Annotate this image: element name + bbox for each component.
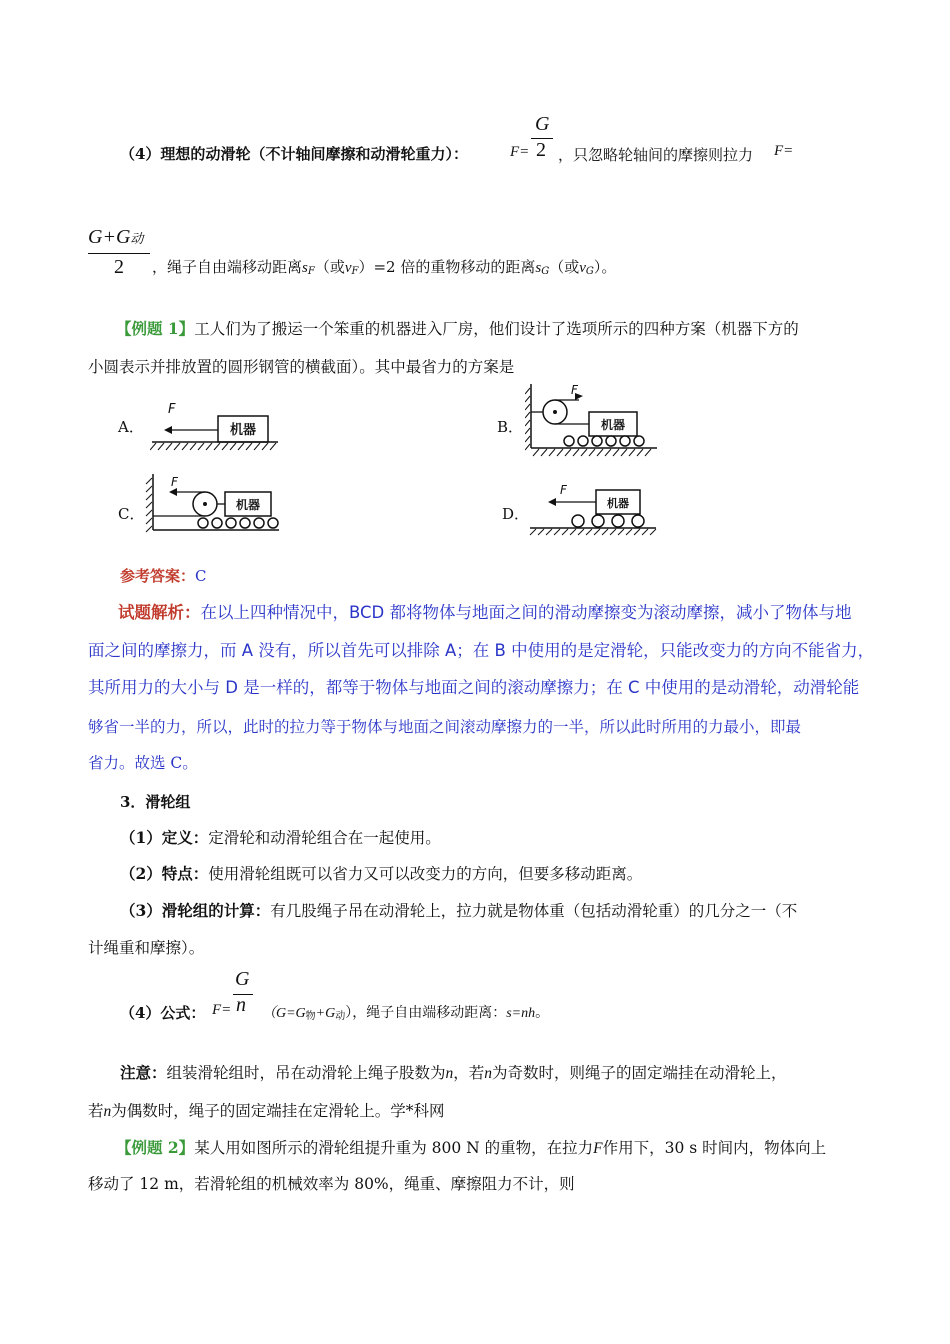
p4-f-prefix: F= bbox=[510, 144, 530, 160]
sec3-p3-cont: 计绳重和摩擦）。 bbox=[88, 939, 205, 957]
p4-f2: F= bbox=[774, 143, 794, 159]
note-line2: 若n为偶数时，绳子的固定端挂在定滑轮上。学*科网 bbox=[88, 1102, 445, 1120]
analysis-line4: 够省一半的力，所以，此时的拉力等于物体与地面之间滚动摩擦力的一半，所以此时所用的力最小，即最 bbox=[88, 718, 802, 736]
option-c-label[interactable]: C． bbox=[118, 505, 145, 523]
ex2-line1: 【例题 2】某人用如图所示的滑轮组提升重为 800 N 的重物，在拉力F作用下，30 s 时间内，物体向上 bbox=[116, 1138, 827, 1157]
sec3-p4-f: F= bbox=[212, 1002, 232, 1018]
sec3-p4-label: （4）公式： bbox=[120, 1004, 206, 1022]
option-a-force-label: F bbox=[168, 402, 176, 417]
option-c-machine-label: 机器 bbox=[235, 498, 261, 512]
ex2-line2: 移动了 12 m，若滑轮组的机械效率为 80%，绳重、摩擦阻力不计，则 bbox=[88, 1175, 575, 1193]
option-b-label[interactable]: B． bbox=[497, 418, 524, 436]
analysis-line1: 试题解析：在以上四种情况中，BCD 都将物体与地面之间的滑动摩擦变为滚动摩擦，减小了物体与地 bbox=[118, 603, 852, 622]
sec3-title: 3．滑轮组 bbox=[120, 793, 191, 811]
option-b-figure bbox=[525, 382, 660, 458]
option-b-machine-label: 机器 bbox=[600, 418, 626, 432]
option-d-label[interactable]: D． bbox=[502, 505, 530, 523]
p4-frac1-den: 2 bbox=[536, 139, 546, 161]
sec3-p2: （2）特点：使用滑轮组既可以省力又可以改变力的方向，但要多移动距离。 bbox=[120, 864, 643, 883]
sec3-p4-rest: $(G=G_物+G_动)$，绳子自由端移动距离：s=nh。 bbox=[262, 1005, 550, 1022]
option-d-force-label: F bbox=[560, 483, 567, 497]
option-b-force-label: F bbox=[571, 383, 578, 397]
option-c-figure bbox=[145, 472, 280, 536]
option-a-figure bbox=[150, 398, 282, 453]
p4-label: （4）理想的动滑轮（不计轴间摩擦和动滑轮重力）： bbox=[120, 145, 468, 163]
option-a-machine-label: 机器 bbox=[229, 423, 257, 438]
option-c-force-label: F bbox=[171, 475, 178, 489]
p4-frac2-num: G+G动 bbox=[88, 226, 144, 248]
analysis-line5: 省力。故选 C。 bbox=[88, 754, 198, 772]
answer-line: 参考答案：C bbox=[120, 567, 207, 585]
ex1-line1: 【例题 1】工人们为了搬运一个笨重的机器进入厂房，他们设计了选项所示的四种方案（机器下方的 bbox=[116, 319, 799, 338]
option-d-machine-label: 机器 bbox=[607, 497, 629, 510]
sec3-p3: （3）滑轮组的计算：有几股绳子吊在动滑轮上，拉力就是物体重（包括动滑轮重）的几分之一（不 bbox=[120, 901, 798, 920]
p4-frac2-den: 2 bbox=[114, 256, 124, 278]
note-line1: 注意：组装滑轮组时，吊在动滑轮上绳子股数为n，若n为奇数时，则绳子的固定端挂在动滑轮上， bbox=[120, 1063, 787, 1082]
analysis-line2: 面之间的摩擦力，而 A 没有，所以首先可以排除 A；在 B 中使用的是定滑轮，只能改变力的方向不能省力， bbox=[88, 641, 875, 660]
p4-frac2-bar bbox=[88, 253, 150, 254]
option-d-figure bbox=[528, 480, 658, 536]
p4-line2: ，绳子自由端移动距离$s_F$（或$v_F)=2$ 倍的重物移动的距离$s_G$（或$v_G$）。 bbox=[152, 258, 617, 277]
p4-mid-text: ，只忽略轮轴间的摩擦则拉力 bbox=[558, 146, 754, 164]
ex1-line2: 小圆表示并排放置的圆形钢管的横截面）。其中最省力的方案是 bbox=[88, 358, 515, 376]
p4-frac1-num: G bbox=[535, 113, 550, 135]
sec3-p1: （1）定义：定滑轮和动滑轮组合在一起使用。 bbox=[120, 828, 441, 847]
sec3-p4-den: n bbox=[236, 994, 246, 1016]
option-a-label[interactable]: A． bbox=[118, 418, 144, 436]
analysis-line3: 其所用力的大小与 D 是一样的，都等于物体与地面之间的滚动摩擦力；在 C 中使用的是动滑轮，动滑轮能 bbox=[88, 678, 860, 697]
sec3-p4-num: G bbox=[235, 968, 250, 990]
